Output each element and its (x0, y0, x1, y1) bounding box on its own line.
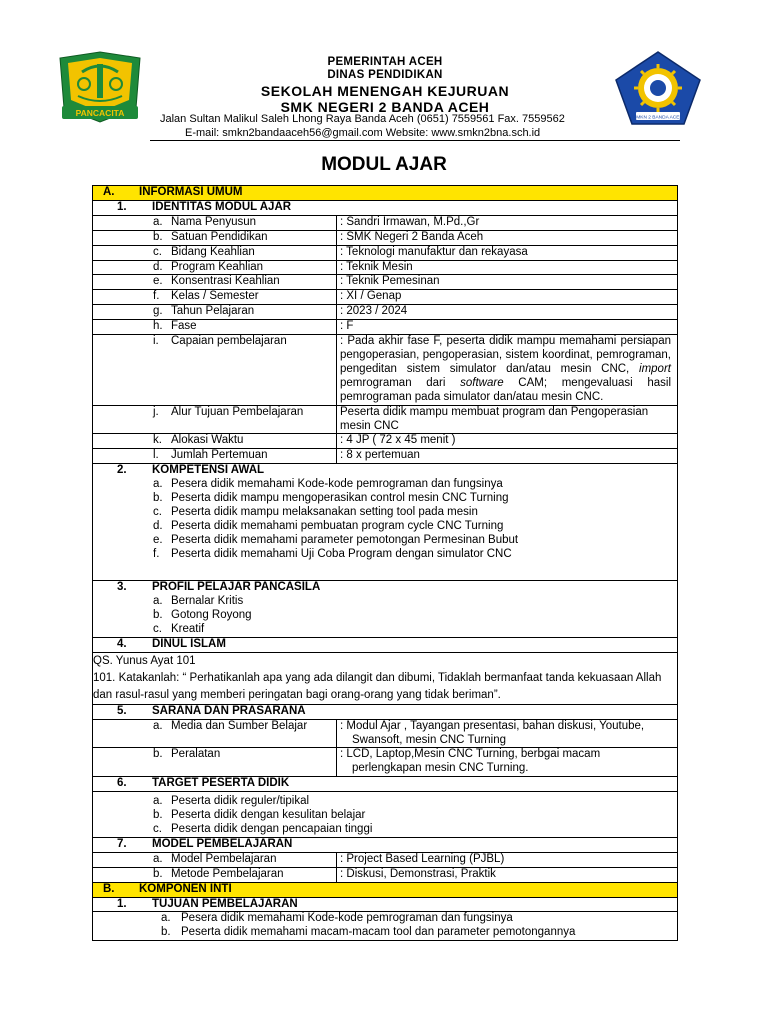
smkn2-logo (612, 50, 704, 126)
list-item: b. Peserta didik memahami macam-macam tool dan parameter pemotongannya (161, 926, 576, 939)
school-contact: E-mail: smkn2bandaaceh56@gmail.com Website: www.smkn2bna.sch.id (185, 127, 541, 139)
list-item: d. Peserta didik memahami pembuatan program cycle CNC Turning (153, 519, 504, 532)
table-row: d. Program Keahlian : Teknik Mesin (93, 260, 678, 275)
target-list (93, 792, 678, 838)
kompetensi-awal-block: 2. KOMPETENSI AWAL a. Pesera didik memahami Kode-kode pemrograman dan fungsinya b. Peserta didik mampu mengoperasikan control mesin CNC Turning c. Peserta didik mampu melaksanakan setting tool pada mesin d. Peserta didik memahami pembuatan program cycle CNC Turning e. Peserta didik memahami parameter pemotongan Permesinan Bubut f. Peserta didik memahami Uji Coba Program dengan simulator CNC (93, 464, 678, 581)
table-row: k. Alokasi Waktu : 4 JP ( 72 x 45 menit ) (93, 434, 678, 449)
dinul-islam-heading: 4. DINUL ISLAM (93, 637, 678, 652)
table-row: b. Satuan Pendidikan : SMK Negeri 2 Banda Aceh (93, 230, 678, 245)
dinul-islam-text: QS. Yunus Ayat 101 101. Katakanlah: “ Perhatikanlah apa yang ada dilangit dan dibumi, Tidaklah bermanfaat tanda kekuasaan Allah dan rasul-rasul yang memberi peringatan bagi orang-orang yang tidak beriman”. (93, 652, 678, 704)
school-type: SEKOLAH MENENGAH KEJURUAN (260, 83, 510, 99)
svg-text:SMKN 2 BANDA ACEH: SMKN 2 BANDA ACEH (633, 115, 683, 121)
header-rule (150, 140, 680, 141)
list-item: c. Peserta didik dengan pencapaian tinggi (153, 823, 373, 835)
module-table (92, 185, 678, 941)
table-row: g. Tahun Pelajaran : 2023 / 2024 (93, 305, 678, 320)
table-row: l. Jumlah Pertemuan : 8 x pertemuan (93, 449, 678, 464)
table-row: c. Bidang Keahlian : Teknologi manufaktur dan rekayasa (93, 245, 678, 260)
letterhead (0, 0, 768, 150)
table-row: b. Metode Pembelajaran : Diskusi, Demonstrasi, Praktik (93, 867, 678, 882)
list-item: b. Peserta didik dengan kesulitan belajar (153, 809, 366, 822)
header-line-2: DINAS PENDIDIKAN (327, 69, 443, 81)
table-row: j. Alur Tujuan Pembelajaran Peserta didik mampu membuat program dan Pengoperasian mesin CNC (93, 405, 678, 434)
tujuan-list (93, 912, 678, 941)
school-name: SMK NEGERI 2 BANDA ACEH (280, 99, 490, 115)
list-item: a. Pesera didik memahami Kode-kode pemrograman dan fungsinya (153, 478, 503, 491)
document-title: MODUL AJAR (321, 154, 447, 175)
list-item: f. Peserta didik memahami Uji Coba Program dengan simulator CNC (153, 547, 512, 560)
school-address: Jalan Sultan Malikul Saleh Lhong Raya Banda Aceh (0651) 7559561 Fax. 7559562 (160, 113, 565, 125)
table-row: h. Fase : F (93, 320, 678, 335)
tujuan-heading: 1. TUJUAN PEMBELAJARAN (93, 897, 678, 912)
list-item: a. Pesera didik memahami Kode-kode pemrograman dan fungsinya (161, 912, 513, 925)
list-item: e. Peserta didik memahami parameter pemotongan Permesinan Bubut (153, 533, 519, 546)
list-item: c. Peserta didik mampu melaksanakan setting tool pada mesin (153, 505, 478, 518)
header-line-1: PEMERINTAH ACEH (327, 56, 443, 68)
list-item: a. Peserta didik reguler/tipikal (153, 795, 310, 808)
model-heading: 7. MODEL PEMBELAJARAN (93, 837, 678, 852)
table-row: a. Model Pembelajaran : Project Based Learning (PJBL) (93, 852, 678, 867)
profil-pancasila-block: 3. PROFIL PELAJAR PANCASILA a. Bernalar Kritis b. Gotong Royong c. Kreatif (93, 581, 678, 638)
table-row: i. Capaian pembelajaran : Pada akhir fase F, peserta didik mampu memahami persiapan pengoperasian, pengoperasian, sistem koordinat, pemrograman, pengeditan sistem simulator dan/atau mesin CNC, import pemrograman dari software CAM; mengevaluasi hasil pemrograman pada simulator dan/atau mesin CNC. (93, 335, 678, 406)
section-a-header: A. INFORMASI UMUM (93, 186, 678, 201)
table-row: f. Kelas / Semester : XI / Genap (93, 290, 678, 305)
list-item: b. Peserta didik mampu mengoperasikan control mesin CNC Turning (153, 492, 509, 505)
table-row: b. Peralatan : LCD, Laptop,Mesin CNC Turning, berbgai macam perlengkapan mesin CNC Turning. (93, 748, 678, 777)
list-item: c. Kreatif (153, 622, 205, 635)
capaian-text: : Pada akhir fase F, peserta didik mampu memahami persiapan pengoperasian, pengoperasian, sistem koordinat, pemrograman, pengeditan sistem simulator dan/atau mesin CNC, import pemrograman dari software CAM; mengevaluasi hasil pemrograman pada simulator dan/atau mesin CNC. (337, 335, 678, 406)
svg-text:PANCACITA: PANCACITA (75, 108, 125, 118)
identitas-heading: 1. IDENTITAS MODUL AJAR (93, 200, 678, 215)
target-heading: 6. TARGET PESERTA DIDIK (93, 777, 678, 792)
table-row: e. Konsentrasi Keahlian : Teknik Pemesinan (93, 275, 678, 290)
table-row: a. Media dan Sumber Belajar : Modul Ajar , Tayangan presentasi, bahan diskusi, Youtube, Swansoft, mesin CNC Turning (93, 719, 678, 748)
sarana-heading: 5. SARANA DAN PRASARANA (93, 704, 678, 719)
list-item: b. Gotong Royong (153, 609, 252, 622)
list-item: a. Bernalar Kritis (153, 595, 244, 608)
pancacita-logo (58, 50, 142, 124)
section-b-header: B. KOMPONEN INTI (93, 882, 678, 897)
table-row: a. Nama Penyusun : Sandri Irmawan, M.Pd.,Gr (93, 215, 678, 230)
